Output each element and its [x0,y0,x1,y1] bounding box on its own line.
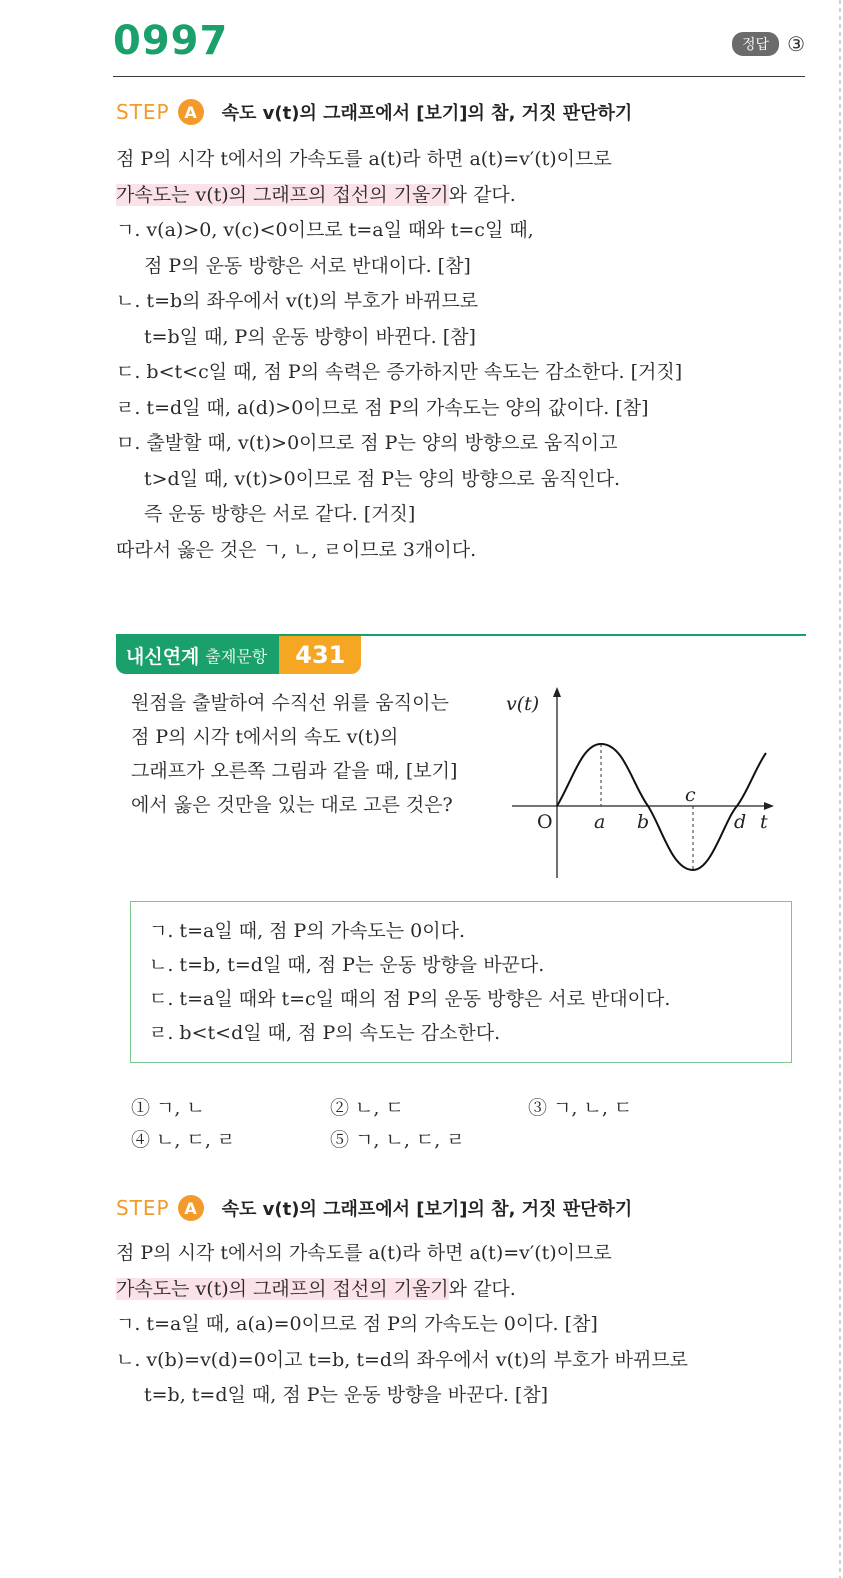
naesin-title: 내신연계 [126,645,200,668]
question-line: 원점을 출발하여 수직선 위를 움직이는 [131,692,449,714]
solution-line: ㄴ. v(b)=v(d)=0이고 t=b, t=d의 좌우에서 v(t)의 부호가 바뀌므로 [116,1348,689,1371]
naesin-label [116,636,279,674]
solution-line [116,1272,816,1308]
highlight-text: 가속도는 v(t)의 그래프의 접선의 기울기 [116,183,449,206]
highlight-text: 가속도는 v(t)의 그래프의 접선의 기울기 [116,1277,449,1300]
step-heading [116,1195,632,1221]
bogi-item: ㄱ. t=a일 때, 점 P의 가속도는 0이다. [149,920,466,942]
answer-badge: 정답 [732,32,779,56]
bogi-item: ㄴ. t=b, t=d일 때, 점 P는 운동 방향을 바꾼다. [149,954,545,976]
step-label: STEP [116,100,170,124]
point-label-c: c [685,784,696,806]
step-label: STEP [116,1196,170,1220]
choice-4: ④ ㄴ, ㄷ, ㄹ [131,1129,236,1151]
choice-2: ② ㄴ, ㄷ [330,1097,404,1119]
x-axis-arrow [764,802,774,810]
solution-line: ㅁ. 출발할 때, v(t)>0이므로 점 P는 양의 방향으로 움직이고 [116,432,618,454]
naesin-number: 431 [279,636,361,674]
problem-number: 0997 [113,18,229,64]
solution-line: 점 P의 운동 방향은 서로 반대이다. [참] [144,254,471,277]
bogi-item: ㄹ. b<t<d일 때, 점 P의 속도는 감소한다. [149,1022,501,1044]
solution-line: t=b일 때, P의 운동 방향이 바뀐다. [참] [144,325,476,348]
problem-header [113,18,805,77]
solution-line: ㄷ. b<t<c일 때, 점 P의 속력은 증가하지만 속도는 감소한다. [거짓] [116,361,683,383]
point-label-d: d [734,811,747,833]
bogi-list [149,914,843,1050]
solution-line [116,178,816,214]
solution-line: ㄱ. v(a)>0, v(c)<0이므로 t=a일 때와 t=c일 때, [116,219,534,241]
question-line: 그래프가 오른쪽 그림과 같을 때, [보기] [131,760,458,782]
point-label-b: b [637,811,650,833]
solution-text [116,142,816,568]
choice-1: ① ㄱ, ㄴ [131,1097,205,1119]
solution-line: t=b, t=d일 때, 점 P는 운동 방향을 바꾼다. [참] [144,1384,549,1406]
velocity-graph [500,683,790,883]
solution-line: ㄹ. t=d일 때, a(d)>0이므로 점 P의 가속도는 양의 값이다. [참] [116,396,649,419]
solution-line: 점 P의 시각 t에서의 가속도를 a(t)라 하면 a(t)=v′(t)이므로 [116,148,612,170]
y-axis-label: v(t) [506,693,540,715]
step-title: 속도 v(t)의 그래프에서 [보기]의 참, 거짓 판단하기 [221,103,633,124]
answer [732,32,805,56]
choice-5: ⑤ ㄱ, ㄴ, ㄷ, ㄹ [330,1129,465,1151]
naesin-subtitle: 출제문항 [205,646,268,666]
step-title: 속도 v(t)의 그래프에서 [보기]의 참, 거짓 판단하기 [221,1199,633,1220]
question-line: 점 P의 시각 t에서의 속도 v(t)의 [131,726,399,748]
choice-3: ③ ㄱ, ㄴ, ㄷ [528,1097,633,1119]
question-line: 에서 옳은 것만을 있는 대로 고른 것은? [131,794,453,816]
solution-line: 따라서 옳은 것은 ㄱ, ㄴ, ㄹ이므로 3개이다. [116,538,477,561]
solution-text-tail: 와 같다. [448,183,516,206]
question-text [131,686,501,822]
step-badge: A [178,1195,204,1221]
y-axis-arrow [553,687,561,697]
point-label-a: a [594,811,606,833]
step-badge: A [178,99,204,125]
solution-line: ㄴ. t=b의 좌우에서 v(t)의 부호가 바뀌므로 [116,290,479,312]
bogi-box [130,901,792,1063]
page-edge [839,0,841,1578]
step-heading [116,99,632,125]
origin-label: O [537,811,553,833]
solution-text-tail: 와 같다. [448,1277,516,1300]
x-axis-label: t [760,811,768,833]
solution-text [116,1236,816,1414]
naesin-tag [116,636,361,674]
velocity-curve [557,744,766,870]
solution-line: 점 P의 시각 t에서의 가속도를 a(t)라 하면 a(t)=v′(t)이므로 [116,1242,612,1264]
solution-line: 즉 운동 방향은 서로 같다. [거짓] [144,503,416,525]
bogi-item: ㄷ. t=a일 때와 t=c일 때의 점 P의 운동 방향은 서로 반대이다. [149,988,671,1010]
solution-line: ㄱ. t=a일 때, a(a)=0이므로 점 P의 가속도는 0이다. [참] [116,1313,598,1335]
solution-line: t>d일 때, v(t)>0이므로 점 P는 양의 방향으로 움직인다. [144,467,621,490]
answer-value: ③ [787,32,805,56]
